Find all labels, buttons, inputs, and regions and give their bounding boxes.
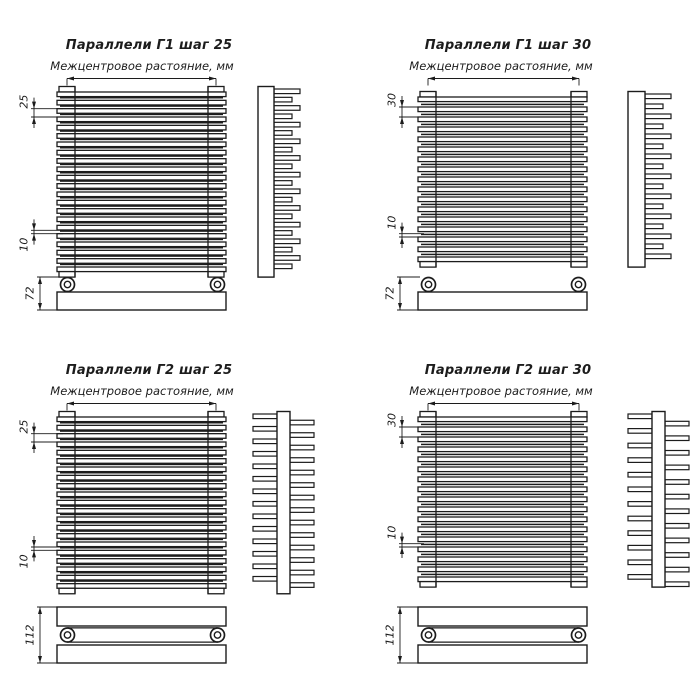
panel-title: Параллели Г1 шаг 30 [424,38,592,53]
depth-dimension-label: 72 [23,286,37,301]
center-distance-dimension [428,402,579,411]
panel-title: Параллели Г2 шаг 25 [65,363,233,378]
panel-parallels-g1-step-30 [380,30,700,365]
side-view [628,412,689,588]
center-distance-dimension [67,402,216,411]
step-dimension [18,95,64,128]
gap-dimension-label: 10 [17,554,31,569]
front-view [57,412,226,594]
front-view [418,92,587,268]
bottom-view [418,607,587,663]
depth-dimension-label: 112 [23,624,37,646]
technical-drawing-g1-30 [380,30,700,365]
technical-drawing-g1-25 [10,30,340,365]
panel-parallels-g2-step-30 [380,355,700,690]
gap-dimension-label: 10 [385,215,399,230]
bottom-view [57,607,226,663]
step-dimension-label: 25 [17,419,31,434]
step-dimension [18,420,64,453]
panel-parallels-g2-step-25 [10,355,340,690]
panel-parallels-g1-step-25 [10,30,340,365]
step-dimension-label: 30 [385,413,399,427]
panel-subtitle: Межцентровое растояние, мм [409,384,593,398]
step-dimension-label: 25 [17,94,31,109]
depth-dimension-label: 72 [383,286,397,301]
center-distance-dimension [67,77,216,86]
technical-drawing-g2-30 [380,355,700,690]
side-view [258,87,300,278]
depth-dimension [24,607,60,663]
front-view [418,412,587,588]
gap-dimension-label: 10 [17,237,31,252]
front-view [57,87,226,278]
panel-subtitle: Межцентровое растояние, мм [409,59,593,73]
depth-dimension [24,277,60,310]
bottom-view [57,278,226,311]
step-dimension-label: 30 [385,93,399,107]
gap-dimension-label: 10 [385,525,399,540]
bottom-view [418,278,587,311]
panel-subtitle: Межцентровое растояние, мм [50,384,234,398]
panel-title: Параллели Г1 шаг 25 [65,38,233,53]
panel-title: Параллели Г2 шаг 30 [424,363,592,378]
depth-dimension [384,607,421,663]
center-distance-dimension [428,77,579,86]
depth-dimension-label: 112 [383,624,397,646]
side-view [253,412,314,594]
depth-dimension [384,277,421,310]
gap-dimension [18,536,64,568]
gap-dimension [18,219,64,251]
panel-subtitle: Межцентровое растояние, мм [50,59,234,73]
technical-drawing-g2-25 [10,355,340,690]
side-view [628,92,671,268]
